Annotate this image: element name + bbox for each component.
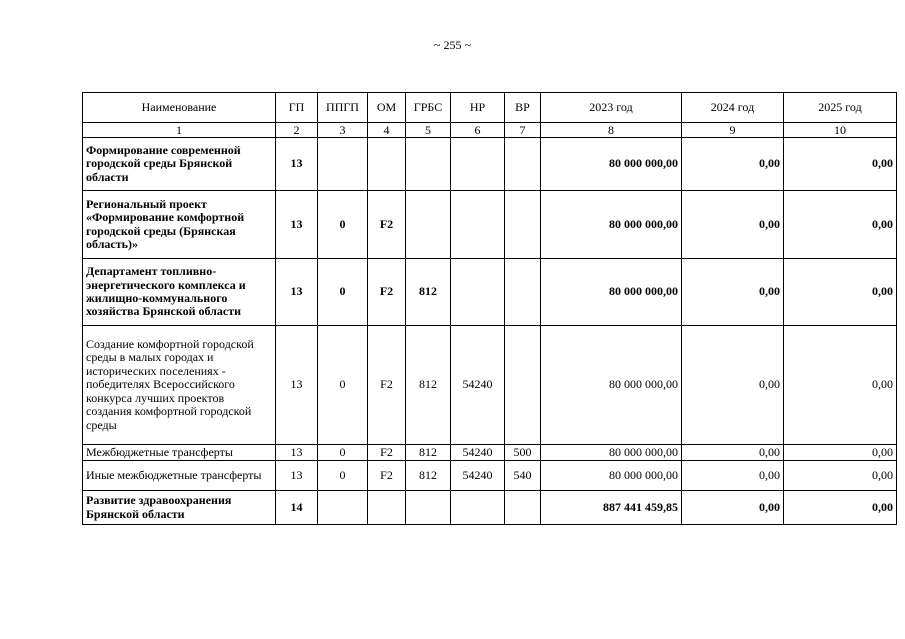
column-number: 3 [318,123,368,138]
row-grbs: 812 [406,326,451,445]
row-amount-2023: 887 441 459,85 [541,491,682,525]
row-amount-2023: 80 000 000,00 [541,326,682,445]
column-number: 5 [406,123,451,138]
row-vr: 500 [505,445,541,461]
row-amount-2023: 80 000 000,00 [541,461,682,491]
column-number: 10 [784,123,897,138]
row-gp: 13 [276,259,318,326]
row-amount-2025: 0,00 [784,138,897,191]
row-amount-2024: 0,00 [682,259,784,326]
column-number: 1 [83,123,276,138]
column-number: 4 [368,123,406,138]
row-amount-2025: 0,00 [784,326,897,445]
row-amount-2023: 80 000 000,00 [541,259,682,326]
row-grbs [406,491,451,525]
column-header-2024: 2024 год [682,93,784,123]
row-gp: 13 [276,461,318,491]
row-vr [505,138,541,191]
column-number: 6 [451,123,505,138]
row-om: F2 [368,326,406,445]
row-nr [451,138,505,191]
row-gp: 13 [276,191,318,259]
column-header-om: ОМ [368,93,406,123]
column-header-nr: НР [451,93,505,123]
row-amount-2025: 0,00 [784,191,897,259]
row-name: Формирование современной городской среды Брянской области [83,138,276,191]
column-number: 9 [682,123,784,138]
row-amount-2025: 0,00 [784,491,897,525]
row-ppgp: 0 [318,191,368,259]
row-nr [451,259,505,326]
row-amount-2025: 0,00 [784,445,897,461]
row-gp: 13 [276,326,318,445]
row-name: Департамент топливно-энергетического комплекса и жилищно-коммунального хозяйства Брянской области [83,259,276,326]
row-vr [505,491,541,525]
page-number: ~ 255 ~ [434,38,471,52]
row-nr: 54240 [451,461,505,491]
row-ppgp: 0 [318,461,368,491]
row-amount-2024: 0,00 [682,191,784,259]
row-nr [451,491,505,525]
row-name: Создание комфортной городской среды в малых городах и исторических поселениях - победителях Всероссийского конкурса лучших проектов создания комфортной городской среды [83,326,276,445]
row-amount-2025: 0,00 [784,461,897,491]
row-gp: 13 [276,445,318,461]
row-om: F2 [368,445,406,461]
row-ppgp: 0 [318,259,368,326]
row-amount-2025: 0,00 [784,259,897,326]
column-header-name: Наименование [83,93,276,123]
column-number: 7 [505,123,541,138]
column-header-gp: ГП [276,93,318,123]
row-name: Развитие здравоохранения Брянской области [83,491,276,525]
row-amount-2024: 0,00 [682,445,784,461]
column-number-row [83,123,897,138]
column-header-vr: ВР [505,93,541,123]
row-name: Региональный проект «Формирование комфортной городской среды (Брянская область)» [83,191,276,259]
column-header-2023: 2023 год [541,93,682,123]
row-om: F2 [368,191,406,259]
row-amount-2023: 80 000 000,00 [541,445,682,461]
table-row [83,461,897,491]
row-gp: 13 [276,138,318,191]
row-nr: 54240 [451,326,505,445]
column-number: 2 [276,123,318,138]
table-row [83,491,897,525]
row-grbs: 812 [406,259,451,326]
row-ppgp: 0 [318,326,368,445]
row-om [368,138,406,191]
row-amount-2024: 0,00 [682,326,784,445]
row-ppgp [318,491,368,525]
column-header-2025: 2025 год [784,93,897,123]
row-om [368,491,406,525]
row-gp: 14 [276,491,318,525]
row-name: Межбюджетные трансферты [83,445,276,461]
row-amount-2024: 0,00 [682,491,784,525]
row-amount-2023: 80 000 000,00 [541,138,682,191]
row-om: F2 [368,259,406,326]
column-header-grbs: ГРБС [406,93,451,123]
budget-table [82,92,897,525]
row-amount-2023: 80 000 000,00 [541,191,682,259]
table-row [83,191,897,259]
table-row [83,259,897,326]
row-vr: 540 [505,461,541,491]
row-amount-2024: 0,00 [682,138,784,191]
table-row [83,138,897,191]
row-vr [505,191,541,259]
row-grbs: 812 [406,461,451,491]
row-vr [505,326,541,445]
row-nr [451,191,505,259]
row-nr: 54240 [451,445,505,461]
row-amount-2024: 0,00 [682,461,784,491]
row-ppgp: 0 [318,445,368,461]
row-om: F2 [368,461,406,491]
row-grbs [406,191,451,259]
row-ppgp [318,138,368,191]
table-row [83,326,897,445]
row-grbs: 812 [406,445,451,461]
row-vr [505,259,541,326]
row-name: Иные межбюджетные трансферты [83,461,276,491]
header-row [83,93,897,123]
column-number: 8 [541,123,682,138]
row-grbs [406,138,451,191]
table-row [83,445,897,461]
column-header-ppgp: ППГП [318,93,368,123]
